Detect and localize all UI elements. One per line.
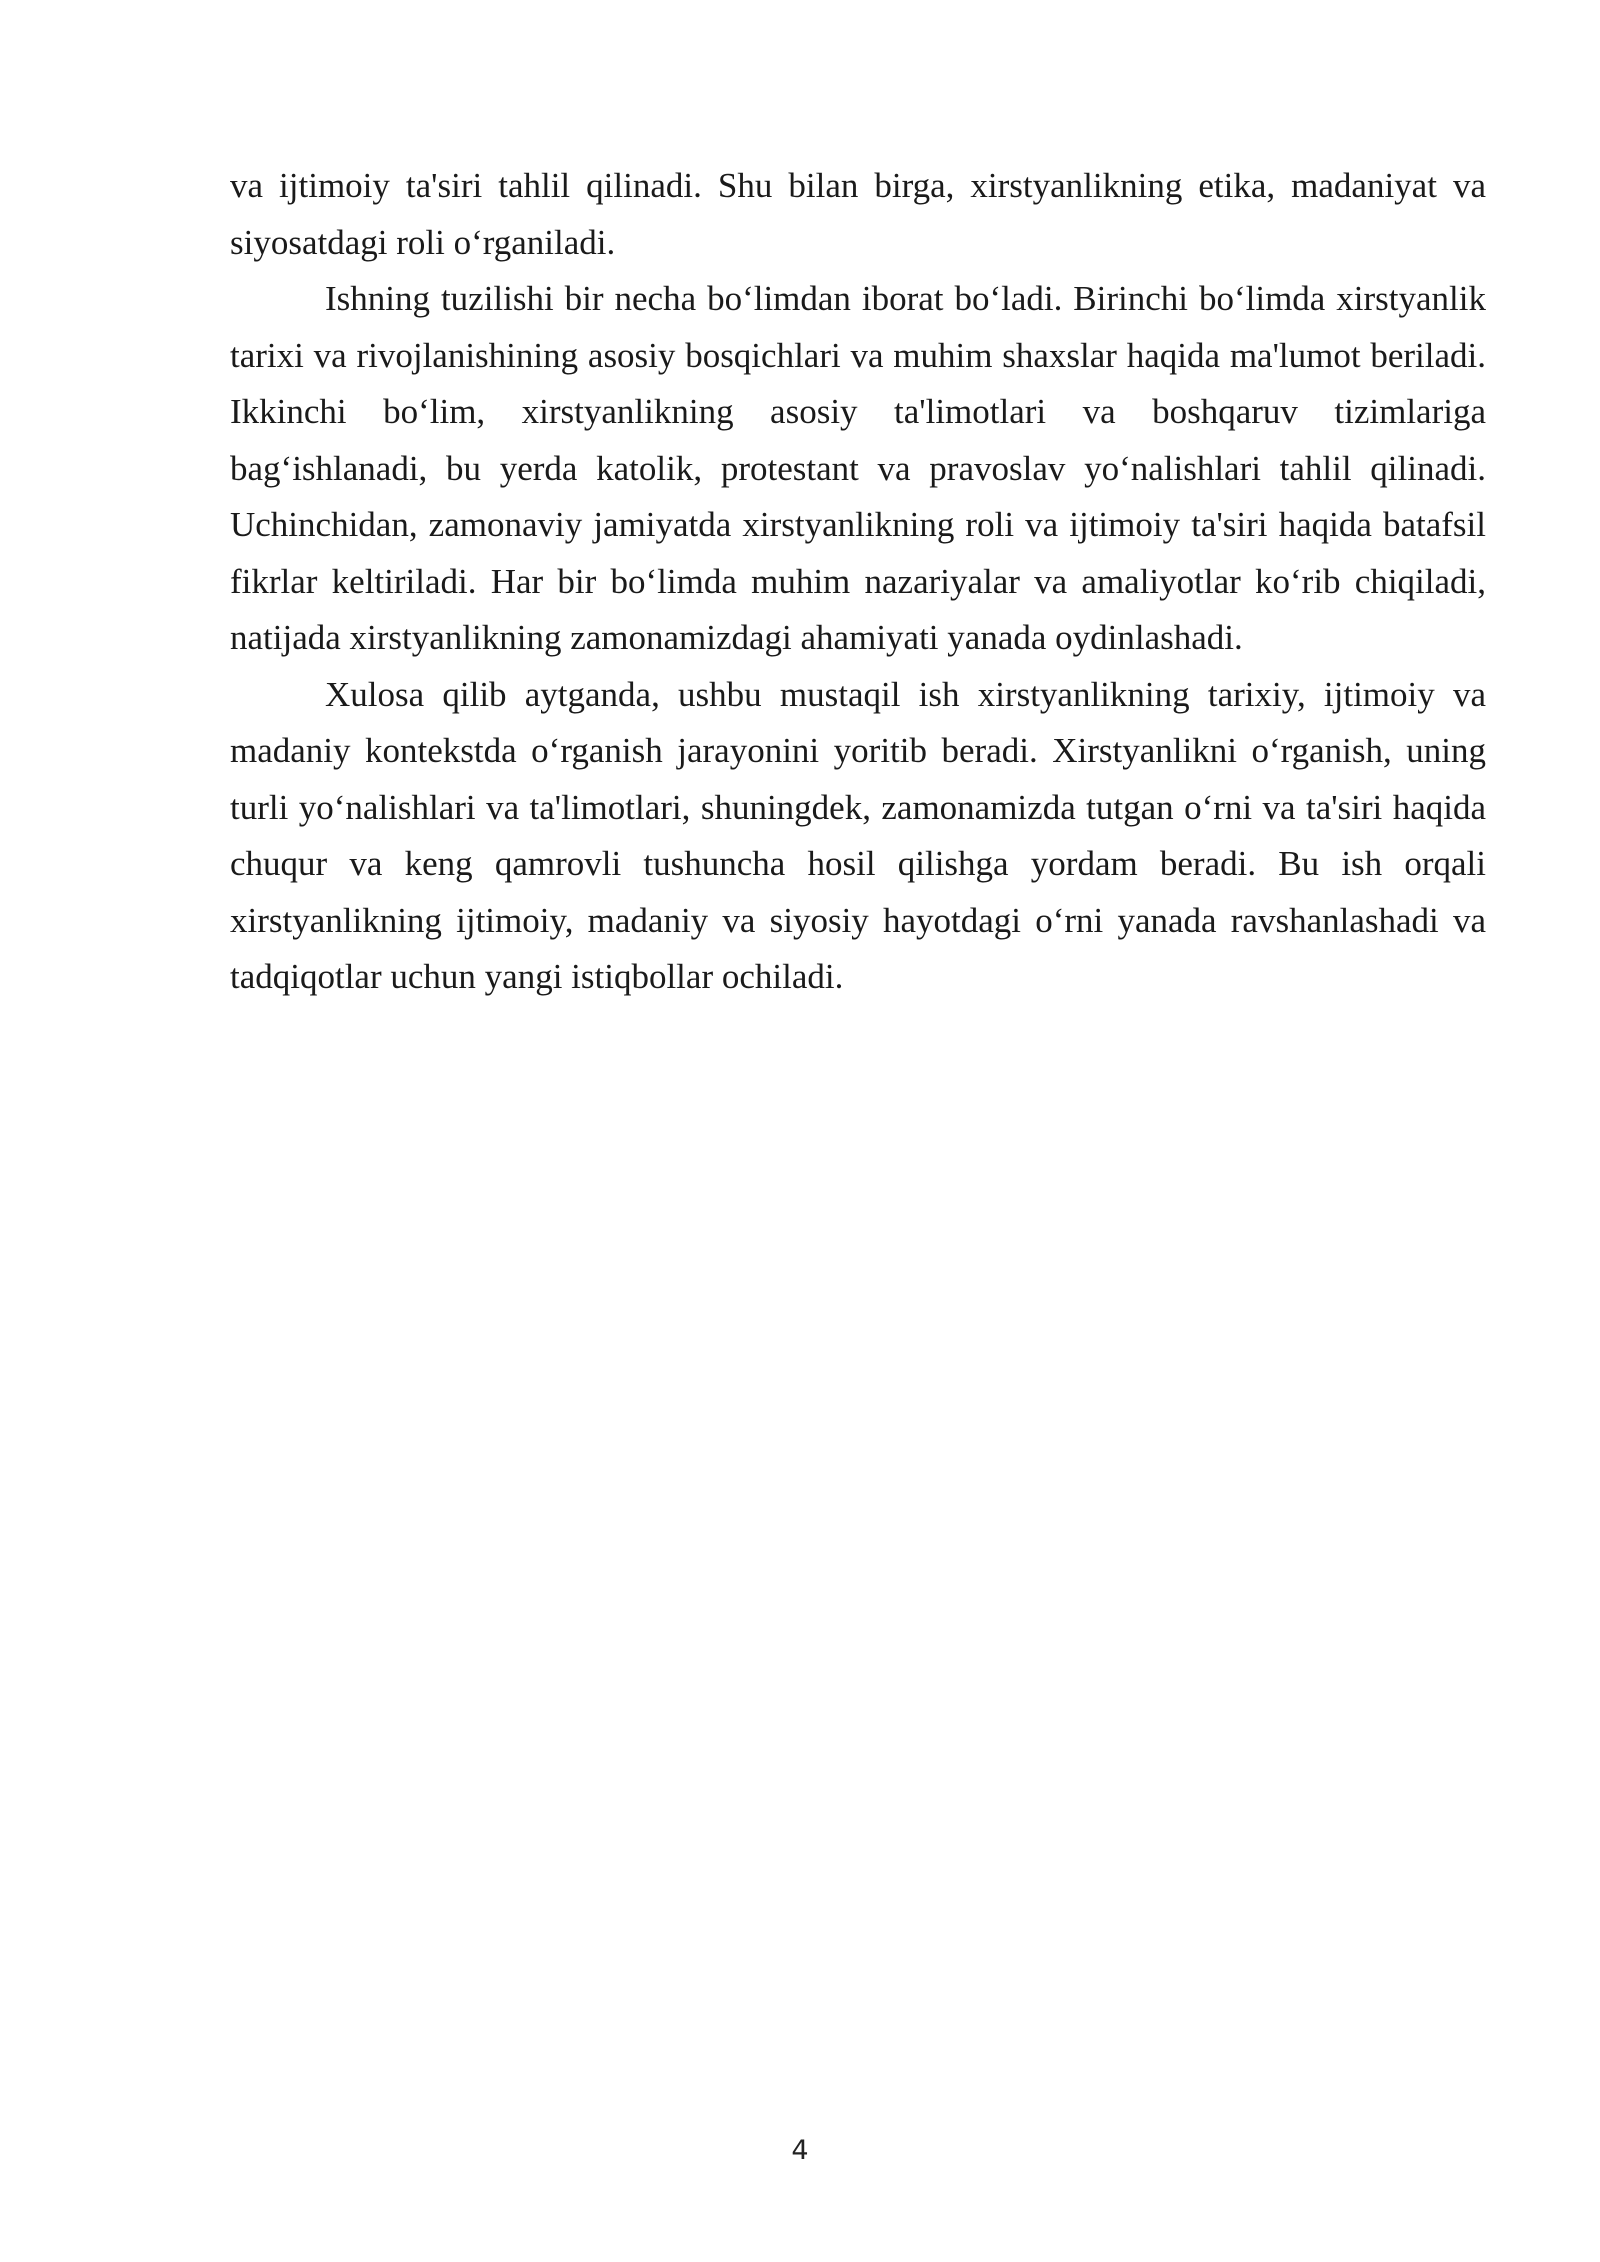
body-text: [230, 158, 1486, 1006]
page-number: 4: [791, 2135, 809, 2166]
paragraph-continuation: va ijtimoiy ta'siri tahlil qilinadi. Shu bilan birga, xirstyanlikning etika, madaniyat va siyosatdagi roli o‘rganiladi.: [230, 166, 1486, 262]
paragraph-conclusion: Xulosa qilib aytganda, ushbu mustaqil ish xirstyanlikning tarixiy, ijtimoiy va madaniy kontekstda o‘rganish jarayonini yoritib beradi. Xirstyanlikni o‘rganish, uning turli yo‘nalishlari va ta'limotlari, shuningdek, zamonamizda tutgan o‘rni va ta'siri haqida chuqur va keng qamrovli tushuncha hosil qilishga yordam beradi. Bu ish orqali xirstyanlikning ijtimoiy, madaniy va siyosiy hayotdagi o‘rni yanada ravshanlashadi va tadqiqotlar uchun yangi istiqbollar ochiladi.: [230, 674, 1486, 996]
paragraph-structure: Ishning tuzilishi bir necha bo‘limdan iborat bo‘ladi. Birinchi bo‘limda xirstyanlik tarixi va rivojlanishining asosiy bosqichlari va muhim shaxslar haqida ma'lumot beriladi. Ikkinchi bo‘lim, xirstyanlikning asosiy ta'limotlari va boshqaruv tizimlariga bag‘ishlanadi, bu yerda katolik, protestant va pravoslav yo‘nalishlari tahlil qilinadi. Uchinchidan, zamonaviy jamiyatda xirstyanlikning roli va ijtimoiy ta'siri haqida batafsil fikrlar keltiriladi. Har bir bo‘limda muhim nazariyalar va amaliyotlar ko‘rib chiqiladi, natijada xirstyanlikning zamonamizdagi ahamiyati yanada oydinlashadi.: [230, 279, 1486, 657]
